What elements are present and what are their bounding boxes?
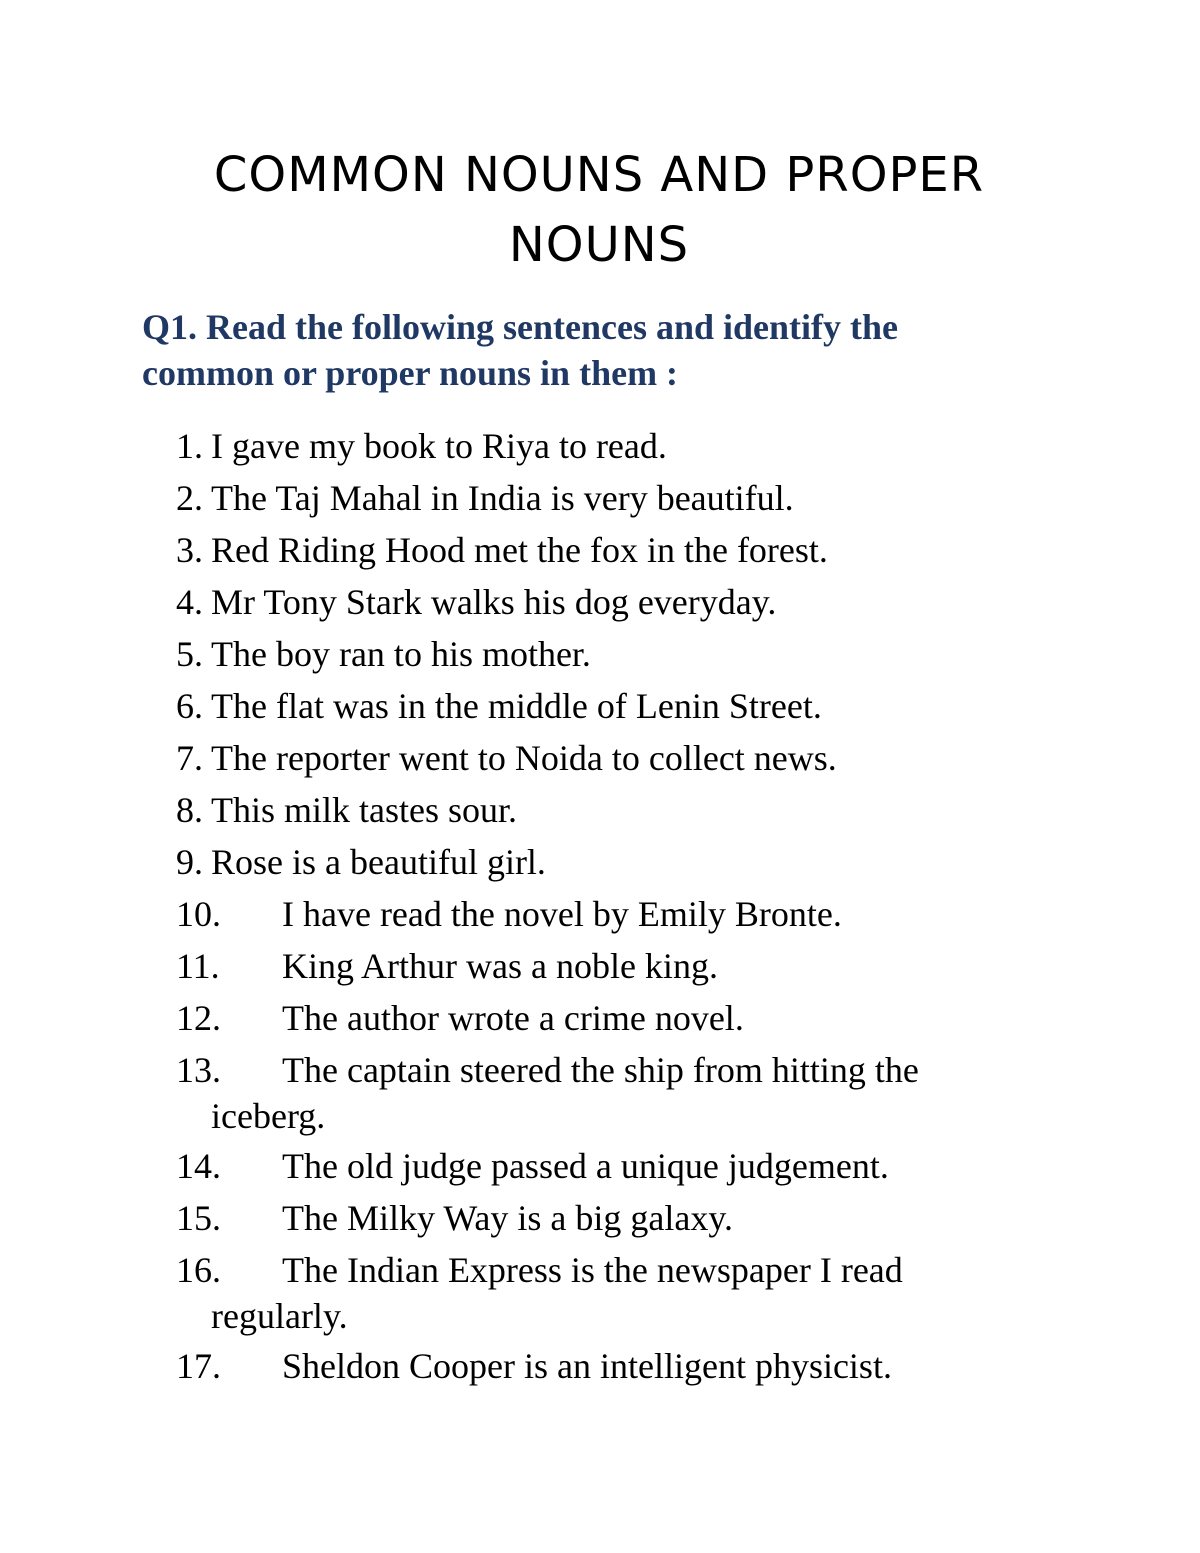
item-number: 8. [176, 790, 203, 830]
item-text: Red Riding Hood met the fox in the forest. [211, 530, 828, 570]
list-item [0, 680, 1200, 732]
item-text: The flat was in the middle of Lenin Street. [211, 686, 822, 726]
list-item [0, 784, 1200, 836]
list-item [0, 576, 1200, 628]
list-item [0, 472, 1200, 524]
item-number: 4. [176, 582, 203, 622]
item-text: Mr Tony Stark walks his dog everyday. [211, 582, 777, 622]
item-number: 5. [176, 634, 203, 674]
item-text: King Arthur was a noble king. [282, 946, 718, 986]
list-item [0, 1044, 1200, 1140]
item-text: The Milky Way is a big galaxy. [282, 1198, 734, 1238]
page-title [140, 140, 1058, 280]
item-number: 11. [176, 946, 220, 986]
list-item [0, 1340, 1200, 1392]
item-number: 13. [176, 1050, 221, 1090]
item-number: 10. [176, 894, 221, 934]
list-item [0, 992, 1200, 1044]
list-item [0, 888, 1200, 940]
item-number: 7. [176, 738, 203, 778]
item-text: The Taj Mahal in India is very beautiful. [211, 478, 794, 518]
item-text: Rose is a beautiful girl. [211, 842, 546, 882]
list-item [0, 420, 1200, 472]
list-item [0, 524, 1200, 576]
sentence-list [0, 420, 1200, 1392]
item-text: The boy ran to his mother. [211, 634, 591, 674]
item-text: I gave my book to Riya to read. [211, 426, 667, 466]
question-line-2: common or proper nouns in them : [142, 353, 679, 393]
item-number: 16. [176, 1250, 221, 1290]
item-text: I have read the novel by Emily Bronte. [282, 894, 842, 934]
title-line-2: NOUNS [508, 217, 690, 273]
item-text-line-1: The Indian Express is the newspaper I read [282, 1250, 903, 1290]
list-item [0, 1140, 1200, 1192]
item-text-line-2: iceberg. [211, 1096, 326, 1136]
list-item [0, 1244, 1200, 1340]
list-item [0, 836, 1200, 888]
item-number: 9. [176, 842, 203, 882]
list-item [0, 1192, 1200, 1244]
item-text: The author wrote a crime novel. [282, 998, 744, 1038]
item-text: Sheldon Cooper is an intelligent physicist. [282, 1346, 892, 1386]
item-number: 6. [176, 686, 203, 726]
title-line-1: COMMON NOUNS AND PROPER [213, 147, 985, 203]
item-text: The old judge passed a unique judgement. [282, 1146, 889, 1186]
item-number: 2. [176, 478, 203, 518]
list-item [0, 628, 1200, 680]
item-number: 12. [176, 998, 221, 1038]
item-number: 3. [176, 530, 203, 570]
item-text [211, 1047, 1002, 1139]
item-text-line-2: regularly. [211, 1296, 348, 1336]
item-number: 14. [176, 1146, 221, 1186]
item-number: 17. [176, 1346, 221, 1386]
question-line-1: Q1. Read the following sentences and identify the [142, 307, 898, 347]
item-text: The reporter went to Noida to collect news. [211, 738, 837, 778]
item-text [211, 1247, 1002, 1339]
item-text-line-1: The captain steered the ship from hitting the [282, 1050, 919, 1090]
list-item [0, 732, 1200, 784]
item-text: This milk tastes sour. [211, 790, 517, 830]
item-number: 1. [176, 426, 203, 466]
question-heading [142, 304, 1042, 396]
item-number: 15. [176, 1198, 221, 1238]
list-item [0, 940, 1200, 992]
